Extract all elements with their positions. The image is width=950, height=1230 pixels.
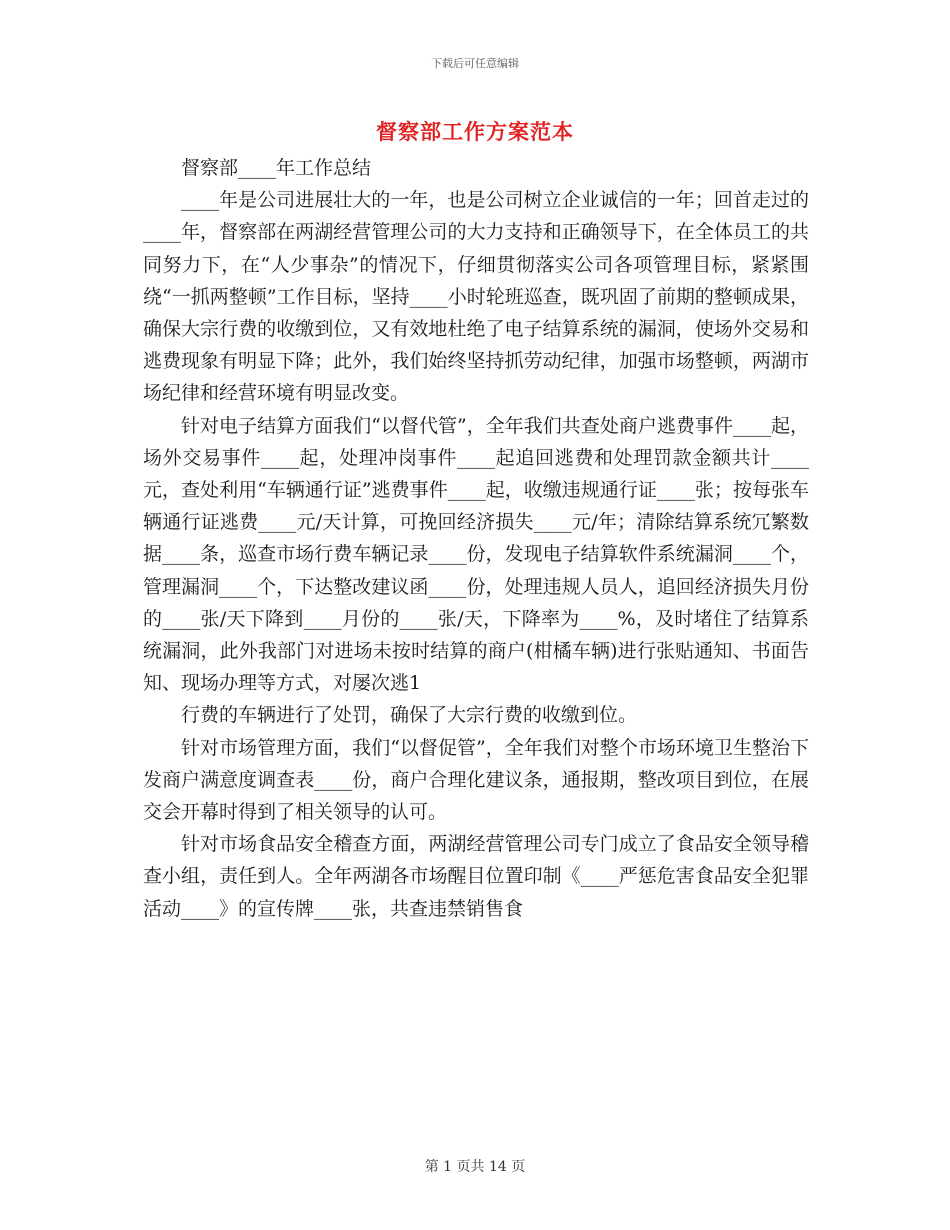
- paragraph-electronic-settlement: 针对电子结算方面我们“以督代管”，全年我们共查处商户逃费事件____起，场外交易事件____起，处理冲岗事件____起追回逃费和处理罚款金额共计____元，查处利用“车辆通行证”逃费事件____起，收缴违规通行证____张；按每张车辆通行证逃费____元/天计算，可挽回经济损失____元/年；清除结算系统冗繁数据____条，巡查市场行费车辆记录____份，发现电子结算软件系统漏洞____个，管理漏洞____个，下达整改建议函____份，处理违规人员人，追回经济损失月份的____张/天下降到____月份的____张/天，下降率为____%，及时堵住了结算系统漏洞，此外我部门对进场未按时结算的商户(柑橘车辆)进行张贴通知、书面告知、现场办理等方式，对屡次逃1: [143, 414, 809, 695]
- paragraph-subtitle: 督察部____年工作总结: [181, 157, 372, 179]
- document-body: [143, 152, 809, 925]
- paragraph-market-management: 针对市场管理方面，我们“以督促管”，全年我们对整个市场环境卫生整治下发商户满意度调查表____份，商户合理化建议条，通报期，整改项目到位，在展交会开幕时得到了相关领导的认可。: [143, 736, 809, 824]
- paragraph-intro: ____年是公司进展壮大的一年，也是公司树立企业诚信的一年；回首走过的____年，督察部在两湖经营管理公司的大力支持和正确领导下，在全体员工的共同努力下，在“人少事杂”的情况下，仔细贯彻落实公司各项管理目标，紧紧围绕“一抓两整顿”工作目标，坚持____小时轮班巡查，既巩固了前期的整顿成果，确保大宗行费的收缴到位，又有效地杜绝了电子结算系统的漏洞，使场外交易和逃费现象有明显下降；此外，我们始终坚持抓劳动纪律，加强市场整顿，两湖市场纪律和经营环境有明显改变。: [143, 189, 809, 405]
- document-title: 督察部工作方案范本: [376, 119, 574, 144]
- page-footer: 第 1 页共 14 页: [424, 1159, 526, 1175]
- paragraph-fee-collection: 行费的车辆进行了处罚，确保了大宗行费的收缴到位。: [181, 704, 638, 727]
- paragraph-food-safety: 针对市场食品安全稽查方面，两湖经营管理公司专门成立了食品安全领导稽查小组，责任到人。全年两湖各市场醒目位置印制《____严惩危害食品安全犯罪活动____》的宣传牌____张，共查违禁销售食: [143, 833, 809, 920]
- header-note: 下载后可任意编辑: [431, 57, 519, 70]
